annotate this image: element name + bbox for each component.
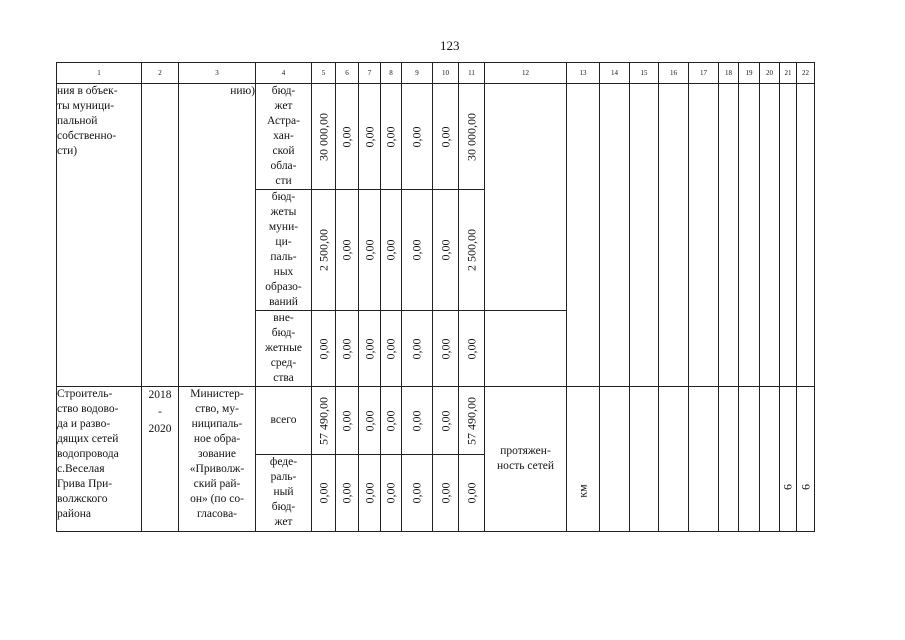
value-cell — [402, 387, 433, 455]
value-cell — [381, 387, 402, 455]
value-cell — [459, 84, 485, 190]
value-text: 0,00 — [362, 126, 376, 147]
value-cell — [336, 455, 359, 532]
value-cell — [359, 84, 381, 190]
column-number: 11 — [459, 63, 485, 84]
value-text: 0,00 — [339, 410, 354, 431]
value-cell — [381, 190, 402, 311]
value-text: 0,00 — [362, 239, 376, 261]
empty-cell — [739, 84, 760, 387]
value-text: 0,00 — [316, 338, 330, 359]
value-text: 0,00 — [383, 126, 398, 147]
value-text: 0,00 — [339, 338, 354, 359]
table-row — [57, 387, 815, 455]
funding-source-cell: бюд- жет Астра- хан- ской обла- сти — [256, 84, 312, 190]
value-text: 0,00 — [339, 126, 354, 147]
value-cell — [359, 455, 381, 532]
funding-source-cell: бюд- жеты муни- ци- паль- ных образо- ваний — [256, 190, 312, 311]
empty-cell — [630, 84, 659, 387]
value-cell — [381, 311, 402, 387]
value-text: 0,00 — [464, 338, 478, 359]
column-number: 4 — [256, 63, 312, 84]
empty-cell — [659, 84, 689, 387]
value-cell — [359, 311, 381, 387]
column-number: 1 — [57, 63, 142, 84]
value-cell — [459, 387, 485, 455]
value-cell — [433, 84, 459, 190]
empty-cell — [600, 84, 630, 387]
value-cell — [433, 311, 459, 387]
column-number: 10 — [433, 63, 459, 84]
value-cell — [402, 190, 433, 311]
value-text: 0,00 — [362, 338, 376, 359]
value-cell — [312, 190, 336, 311]
empty-cell — [600, 387, 630, 532]
column-number: 18 — [719, 63, 739, 84]
executor-cell: нию) — [179, 84, 256, 387]
empty-cell — [689, 84, 719, 387]
table-row — [57, 84, 815, 190]
value-text: 57 490,00 — [316, 396, 330, 445]
value-cell — [336, 387, 359, 455]
value-text: 30 000,00 — [464, 112, 478, 161]
empty-cell — [630, 387, 659, 532]
empty-cell — [760, 387, 780, 532]
value-text: 0,00 — [383, 410, 398, 431]
column-number: 8 — [381, 63, 402, 84]
value-text: 0,00 — [339, 239, 354, 261]
value-text: 30 000,00 — [316, 112, 330, 161]
value-text: 0,00 — [383, 338, 398, 359]
value-text: 0,00 — [409, 338, 424, 359]
value-text: 0,00 — [383, 239, 398, 261]
value-cell — [433, 387, 459, 455]
empty-cell — [797, 84, 815, 387]
value-cell — [402, 84, 433, 190]
column-number: 20 — [760, 63, 780, 84]
value-text: 0,00 — [409, 126, 424, 147]
column-number: 15 — [630, 63, 659, 84]
value-cell — [336, 311, 359, 387]
value-text: 0,00 — [362, 482, 376, 504]
value-text: 0,00 — [438, 239, 452, 261]
funding-source-cell: вне- бюд- жетные сред- ства — [256, 311, 312, 387]
unit-cell — [567, 387, 600, 532]
value-cell — [459, 311, 485, 387]
empty-cell — [760, 84, 780, 387]
empty-cell — [739, 387, 760, 532]
column-number: 12 — [485, 63, 567, 84]
value-cell — [459, 190, 485, 311]
value-text: 2 500,00 — [316, 229, 330, 271]
column-number: 17 — [689, 63, 719, 84]
column-number: 16 — [659, 63, 689, 84]
empty-cell — [689, 387, 719, 532]
value-cell — [312, 455, 336, 532]
column-number: 19 — [739, 63, 760, 84]
column-number: 22 — [797, 63, 815, 84]
value-cell — [359, 190, 381, 311]
column-number: 13 — [567, 63, 600, 84]
indicator-cell — [485, 311, 567, 387]
indicator-cell — [485, 84, 567, 311]
measure-name-cell: ния в объек- ты муници- пальной собственно- сти) — [57, 84, 142, 387]
value-text: 2 500,00 — [464, 229, 478, 271]
value-cell — [336, 84, 359, 190]
column-number: 14 — [600, 63, 630, 84]
executor-cell: Министер- ство, му- ниципаль- ное обра- зование «Приволж- ский рай- он» (по со- гласова- — [179, 387, 256, 532]
column-number: 21 — [780, 63, 797, 84]
value-text: 57 490,00 — [464, 396, 478, 445]
value-cell — [312, 387, 336, 455]
column-number-row — [57, 63, 815, 84]
target-value-text: 6 — [780, 484, 795, 490]
column-number: 2 — [142, 63, 179, 84]
measure-name-cell: Строитель- ство водово- да и разво- дящих сетей водопровода с.Веселая Грива При- волжского района — [57, 387, 142, 532]
value-text: 0,00 — [464, 482, 478, 504]
value-cell — [433, 455, 459, 532]
empty-cell — [719, 387, 739, 532]
column-number: 6 — [336, 63, 359, 84]
value-text: 0,00 — [438, 482, 452, 504]
funding-source-cell: всего — [256, 387, 312, 455]
value-cell — [381, 84, 402, 190]
value-cell — [402, 455, 433, 532]
value-cell — [312, 311, 336, 387]
value-text: 0,00 — [409, 482, 424, 504]
unit-cell — [567, 84, 600, 387]
years-cell — [142, 84, 179, 387]
value-cell — [312, 84, 336, 190]
target-value-cell — [780, 387, 797, 532]
value-cell — [402, 311, 433, 387]
value-text: 0,00 — [409, 410, 424, 431]
empty-cell — [780, 84, 797, 387]
funding-source-cell: феде- раль- ный бюд- жет — [256, 455, 312, 532]
column-number: 7 — [359, 63, 381, 84]
value-cell — [336, 190, 359, 311]
value-text: 0,00 — [362, 410, 376, 431]
unit-text: км — [575, 484, 590, 498]
column-number: 3 — [179, 63, 256, 84]
page-number: 123 — [440, 38, 460, 53]
value-text: 0,00 — [316, 482, 330, 504]
value-text: 0,00 — [339, 482, 354, 504]
value-text: 0,00 — [438, 126, 452, 147]
value-text: 0,00 — [409, 239, 424, 261]
value-text: 0,00 — [383, 482, 398, 504]
value-text: 0,00 — [438, 338, 452, 359]
target-value-text: 6 — [798, 484, 812, 490]
empty-cell — [719, 84, 739, 387]
years-cell: 2018 - 2020 — [142, 387, 179, 532]
value-cell — [359, 387, 381, 455]
value-text: 0,00 — [438, 410, 452, 431]
empty-cell — [659, 387, 689, 532]
column-number: 5 — [312, 63, 336, 84]
column-number: 9 — [402, 63, 433, 84]
value-cell — [459, 455, 485, 532]
program-table — [56, 62, 815, 532]
indicator-cell: протяжен- ность сетей — [485, 387, 567, 532]
target-value-cell — [797, 387, 815, 532]
value-cell — [381, 455, 402, 532]
value-cell — [433, 190, 459, 311]
